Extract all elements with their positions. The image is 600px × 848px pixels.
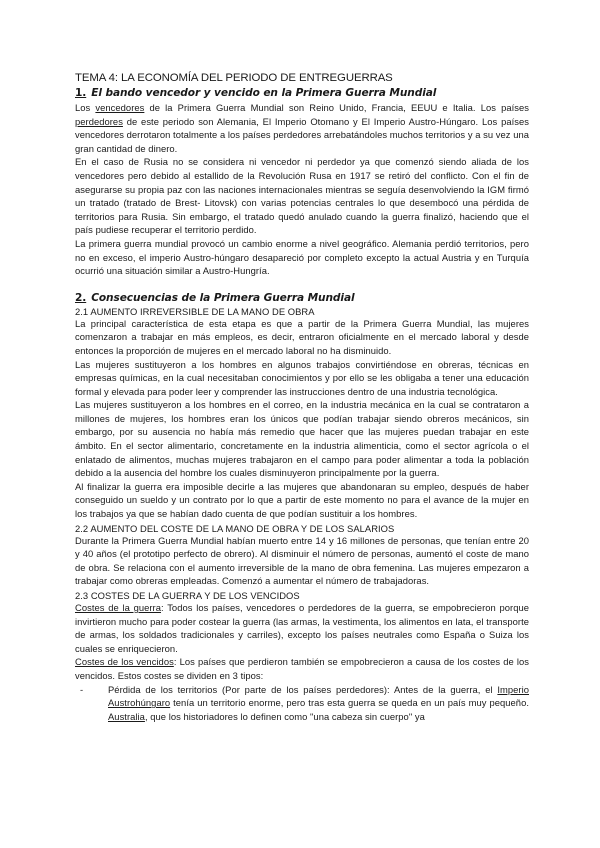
costs-list [75,683,529,724]
subsection-2-1-heading: 2.1 AUMENTO IRREVERSIBLE DE LA MANO DE OBRA [75,305,315,317]
underlined-term: Costes de los vencidos [75,656,174,668]
underlined-term: Costes de la guerra [75,602,161,613]
text-run: de la Primera Guerra Mundial son Reino Unido, Francia, EEUU e Italia. Los países [144,102,530,113]
text-run: tenía un territorio enorme, pero tras esta guerra se queda en un país muy pequeño. [170,697,529,709]
dash-bullet: - [80,683,84,695]
underlined-term: Australia [108,710,145,722]
paragraph: Al finalizar la guerra era imposible decirle a las mujeres que abandonaran su empleo, después de haber conseguido un sueldo y un contrato por lo que a partir de este momento no para el avance de la mujer en los trabajos ya que se habían dado cuenta de que podían sustituir a los hombres. [75,480,529,520]
paragraph [75,655,529,682]
paragraph: Las mujeres sustituyeron a los hombres en el correo, en la industria mecánica en la cual se contrataron a millones de mujeres, los hombres eran los únicos que podían trabajar siendo obreros mecánicos, sin embargo, por su ausencia no había más remedio que hacer que las mujeres puedan trabajar en este ámbito. En el sector alimentario, concretamente en la industria alimenticia, como el sector agrícola o el enlatado de alimentos, muchas mujeres trabajaron en el campo para poder alimentar a toda la población debido a la ausencia del hombre los cuales disminuyeron principalmente por la guerra. [75,399,529,479]
section-1-number: 1. [75,87,87,99]
paragraph: La primera guerra mundial provocó un cambio enorme a nivel geográfico. Alemania perdió territorios, pero no en exceso, el imperio Austro-húngaro desapareció por completo excepto la actual Austria y en Turquía ocurrió una situación similar a Austro-Hungría. [75,237,529,277]
paragraph: La principal característica de esta etapa es que a partir de la Primera Guerra Mundial, las mujeres comenzaron a trabajar en más empleos, es decir, entraron oficialmente en el mercado laboral y desde entonces la proporción de mujeres en el mercado laboral no ha disminuido. [75,317,529,356]
text-run: Los [75,102,96,113]
subsection-2-3-heading: 2.3 COSTES DE LA GUERRA Y DE LOS VENCIDOS [75,590,300,601]
underlined-term: perdedores [75,115,123,127]
section-2-number: 2. [75,291,87,304]
paragraph [75,101,529,155]
section-1-heading-text: El bando vencedor y vencido en la Primera Guerra Mundial [91,87,437,99]
paragraph [75,601,529,655]
paragraph: En el caso de Rusia no se considera ni vencedor ni perdedor ya que comenzó siendo aliada de los vencedores pero debido al estallido de la Revolución Rusa en 1917 se retiró del conflicto. Con el fin de asegurarse su propia paz con las naciones internacionales mientras se seguía desenvolviendo la IGM firmó un tratado (tratado de Brest- Litovsk) con varias potencias centrales lo que desembocó una pérdida de territorios para Rusia. Sin embargo, el tratado quedó anulado cuando la guerra finalizó, haciendo que el país pudiese recuperar el territorio perdido. [75,156,529,236]
list-item [75,683,529,724]
section-1-heading [75,87,529,99]
document-title: TEMA 4: LA ECONOMÍA DEL PERIODO DE ENTREGUERRAS [75,72,393,84]
underlined-term: Imperio Austrohúngaro [108,683,529,709]
underlined-term: vencedores [95,102,145,113]
document-page [75,72,529,723]
text-run: , que los historiadores lo definen como "una cabeza sin cuerpo" ya [144,710,425,722]
text-run: Pérdida de los territorios (Por parte de los países perdedores): Antes de la guerra, el [108,683,498,695]
text-run: : Los países que perdieron también se empobrecieron a causa de los costes de los vencidos. Estos costes se dividen en 3 tipos: [75,656,529,681]
text-run: : Todos los países, vencedores o perdedores de la guerra, se empobrecieron porque invirtieron mucho para poder costear la guerra (las armas, la vestimenta, los alimentos en lata, el transporte de armas, los soldados tradicionales y carriles), excepto los países neutrales como España o Suiza los cuales se enriquecieron. [75,602,529,654]
text-run: de este periodo son Alemania, El Imperio Otomano y El Imperio Austro-Húngaro. Los países vencedores derrotaron totalmente a los países perdedores arrebatándoles muchos territorios y a su vez una gran cantidad de dinero. [75,115,529,154]
paragraph: Durante la Primera Guerra Mundial habían muerto entre 14 y 16 millones de personas, que tenían entre 20 y 40 años (el prototipo perfecto de obrero). Al disminuir el número de personas, aumentó el coste de mano de obra. Se relaciona con el aumento irreversible de la mano de obra femenina. Las mujeres empezaron a trabajar como obreras empleadas. Comenzó a aumentar el número de trabajadoras. [75,534,529,587]
subsection-2-2-heading: 2.2 AUMENTO DEL COSTE DE LA MANO DE OBRA Y DE LOS SALARIOS [75,522,395,534]
paragraph: Las mujeres sustituyeron a los hombres en algunos trabajos convirtiéndose en obreras, técnicas en empresas químicas, en la cual necesitaban conocimientos y por ello se les obligaba a tener una educación formal y elevada para poder leer y comprender las instrucciones dentro de una industria tecnológica. [75,358,529,397]
section-2-heading [75,292,529,304]
section-2-heading-text: Consecuencias de la Primera Guerra Mundial [91,291,355,304]
